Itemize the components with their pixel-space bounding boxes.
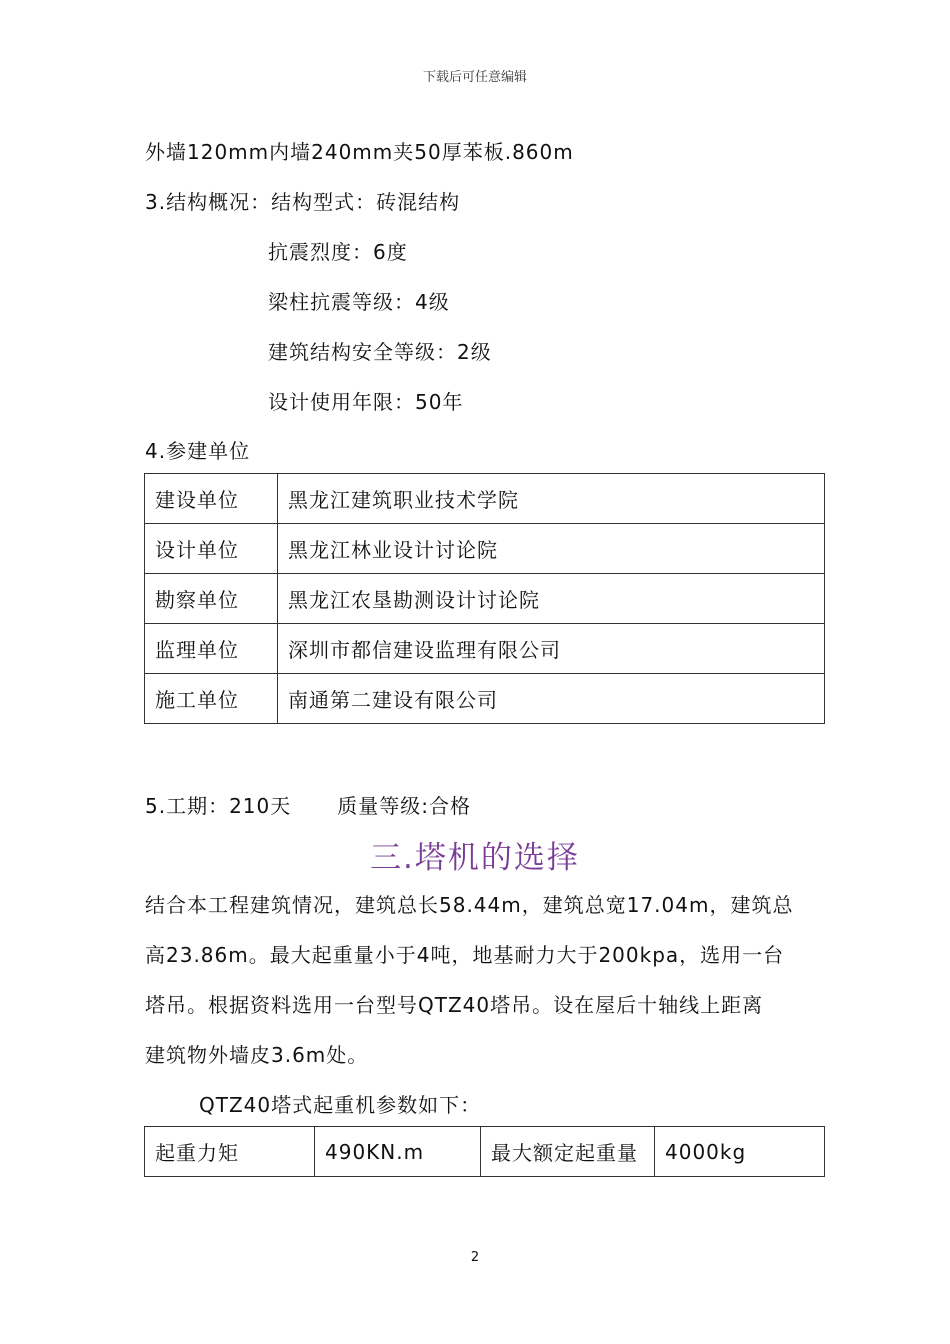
crane-caption: QTZ40塔式起重机参数如下： bbox=[199, 1093, 482, 1117]
param-label: 起重力矩 bbox=[145, 1127, 315, 1177]
crane-params-table bbox=[144, 1126, 825, 1177]
paragraph-line: 塔吊。根据资料选用一台型号QTZ40塔吊。设在屋后十轴线上距离 bbox=[145, 993, 764, 1017]
paragraph-line: 建筑物外墙皮3.6m处。 bbox=[145, 1043, 369, 1067]
table-row bbox=[145, 574, 825, 624]
param-label: 最大额定起重量 bbox=[481, 1127, 655, 1177]
table-row bbox=[145, 524, 825, 574]
section-title: 三.塔机的选择 bbox=[370, 840, 580, 876]
table-row bbox=[145, 1127, 825, 1177]
seismic-intensity: 抗震烈度：6度 bbox=[268, 240, 408, 264]
page-number: 2 bbox=[470, 1250, 480, 1265]
org-cell: 深圳市都信建设监理有限公司 bbox=[278, 624, 825, 674]
page-header: 下载后可任意编辑 bbox=[422, 70, 527, 85]
schedule-line bbox=[145, 790, 471, 819]
org-cell: 南通第二建设有限公司 bbox=[278, 674, 825, 724]
quality-text: 质量等级:合格 bbox=[337, 794, 472, 818]
role-cell: 监理单位 bbox=[145, 624, 278, 674]
duration-text: 5.工期：210天 bbox=[145, 794, 292, 818]
table-row bbox=[145, 474, 825, 524]
org-cell: 黑龙江建筑职业技术学院 bbox=[278, 474, 825, 524]
paragraph-line: 高23.86m。最大起重量小于4吨，地基耐力大于200kpa，选用一台 bbox=[145, 943, 785, 967]
org-cell: 黑龙江林业设计讨论院 bbox=[278, 524, 825, 574]
table-row bbox=[145, 674, 825, 724]
role-cell: 建设单位 bbox=[145, 474, 278, 524]
service-life: 设计使用年限：50年 bbox=[268, 390, 464, 414]
param-value: 4000kg bbox=[655, 1127, 825, 1177]
org-cell: 黑龙江农垦勘测设计讨论院 bbox=[278, 574, 825, 624]
participants-table bbox=[144, 473, 825, 724]
role-cell: 设计单位 bbox=[145, 524, 278, 574]
wall-description: 外墙120mm内墙240mm夹50厚苯板.860m bbox=[145, 140, 574, 164]
table-row bbox=[145, 624, 825, 674]
role-cell: 勘察单位 bbox=[145, 574, 278, 624]
role-cell: 施工单位 bbox=[145, 674, 278, 724]
safety-grade: 建筑结构安全等级：2级 bbox=[268, 340, 492, 364]
participants-heading: 4.参建单位 bbox=[145, 439, 251, 463]
structure-heading: 3.结构概况：结构型式：砖混结构 bbox=[145, 190, 461, 214]
paragraph-line: 结合本工程建筑情况，建筑总长58.44m，建筑总宽17.04m，建筑总 bbox=[145, 893, 794, 917]
seismic-grade: 梁柱抗震等级：4级 bbox=[268, 290, 450, 314]
param-value: 490KN.m bbox=[315, 1127, 481, 1177]
